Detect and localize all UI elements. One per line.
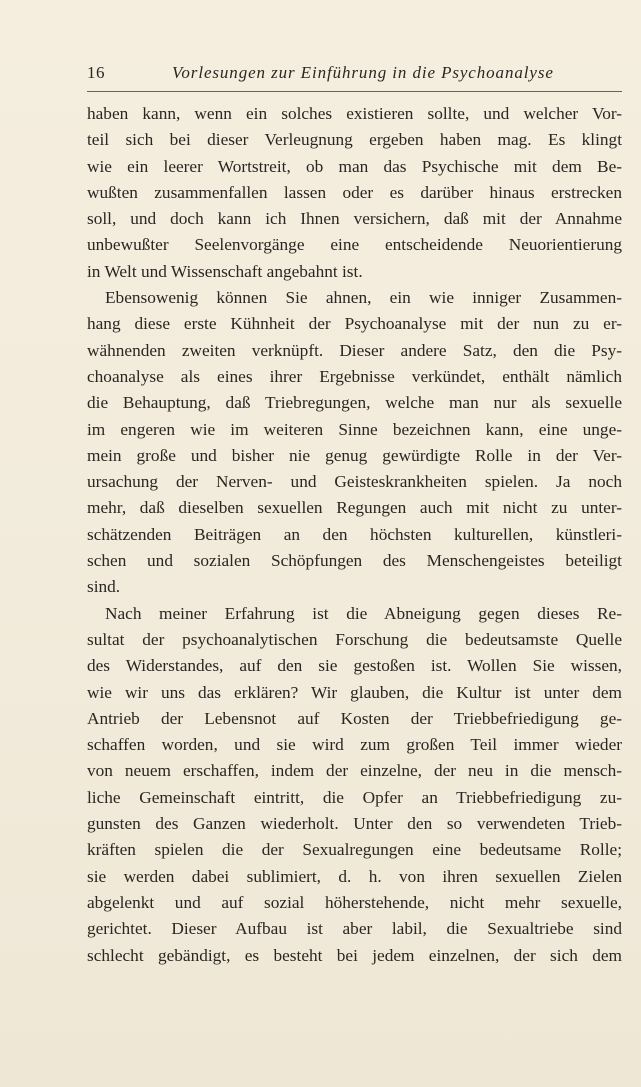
text-line: mehr, daß dieselben sexuellen Regungen auch mit nicht zu unter- xyxy=(87,498,622,518)
text-line: die Behauptung, daß Triebregungen, welche man nur als sexuelle xyxy=(87,393,622,413)
text-line: wie ein leerer Wortstreit, ob man das Psychische mit dem Be- xyxy=(87,156,622,176)
text-line: des Widerstandes, auf den sie gestoßen ist. Wollen Sie wissen, xyxy=(87,656,622,676)
text-line: schen und sozialen Schöpfungen des Menschengeistes beteiligt xyxy=(87,551,622,571)
text-line: mein große und bisher nie genug gewürdigte Rolle in der Ver- xyxy=(87,445,622,465)
text-line: liche Gemeinschaft eintritt, die Opfer an Triebbefriedigung zu- xyxy=(87,787,622,807)
paragraph xyxy=(87,601,622,969)
text-line: Antrieb der Lebensnot auf Kosten der Triebbefriedigung ge- xyxy=(87,708,622,728)
text-line: in Welt und Wissenschaft angebahnt ist. xyxy=(87,261,363,281)
text-line: hang diese erste Kühnheit der Psychoanalyse mit der nun zu er- xyxy=(87,314,622,334)
paragraph xyxy=(87,101,622,285)
text-line: im engeren wie im weiteren Sinne bezeichnen kann, eine unge- xyxy=(87,419,622,439)
text-line: kräften spielen die der Sexualregungen eine bedeutsame Rolle; xyxy=(87,840,622,860)
page-header xyxy=(87,58,622,88)
text-line: schlecht gebändigt, es besteht bei jedem einzelnen, der sich dem xyxy=(87,945,622,965)
text-line: haben kann, wenn ein solches existieren sollte, und welcher Vor- xyxy=(87,104,622,123)
text-line: unbewußter Seelenvorgänge eine entscheidende Neuorientierung xyxy=(87,235,622,255)
running-title: Vorlesungen zur Einführung in die Psychoanalyse xyxy=(172,63,554,82)
text-line: gunsten des Ganzen wiederholt. Unter den so verwendeten Trieb- xyxy=(87,814,622,834)
text-line: soll, und doch kann ich Ihnen versichern, daß mit der Annahme xyxy=(87,209,622,229)
text-line: wußten zusammenfallen lassen oder es darüber hinaus erstrecken xyxy=(87,182,622,202)
text-line: sultat der psychoanalytischen Forschung die bedeutsamste Quelle xyxy=(87,629,622,649)
text-line: wie wir uns das erklären? Wir glauben, die Kultur ist unter dem xyxy=(87,682,622,702)
page-number: 16 xyxy=(87,63,105,82)
text-line: Nach meiner Erfahrung ist die Abneigung gegen dieses Re- xyxy=(105,603,622,623)
text-line: Ebensowenig können Sie ahnen, ein wie inniger Zusammen- xyxy=(105,288,622,308)
text-line: ursachung der Nerven- und Geisteskrankheiten spielen. Ja noch xyxy=(87,472,622,492)
text-line: sie werden dabei sublimiert, d. h. von ihren sexuellen Zielen xyxy=(87,866,622,886)
text-line: choanalyse als eines ihrer Ergebnisse verkündet, enthält nämlich xyxy=(87,366,622,386)
text-line: schaffen worden, und sie wird zum großen Teil immer wieder xyxy=(87,735,622,755)
text-line: abgelenkt und auf sozial höherstehende, nicht mehr sexuelle, xyxy=(87,892,622,912)
text-line: sind. xyxy=(87,577,121,597)
header-rule xyxy=(87,91,622,92)
text-line: wähnenden zweiten verknüpft. Dieser andere Satz, den die Psy- xyxy=(87,340,622,360)
text-line: von neuem erschaffen, indem der einzelne, der neu in die mensch- xyxy=(87,761,622,781)
body-text xyxy=(87,101,622,969)
text-line: schätzenden Beiträgen an den höchsten kulturellen, künstleri- xyxy=(87,524,622,544)
text-line: gerichtet. Dieser Aufbau ist aber labil, die Sexualtriebe sind xyxy=(87,919,622,939)
paragraph xyxy=(87,285,622,601)
text-line: teil sich bei dieser Verleugnung ergeben haben mag. Es klingt xyxy=(87,130,622,150)
